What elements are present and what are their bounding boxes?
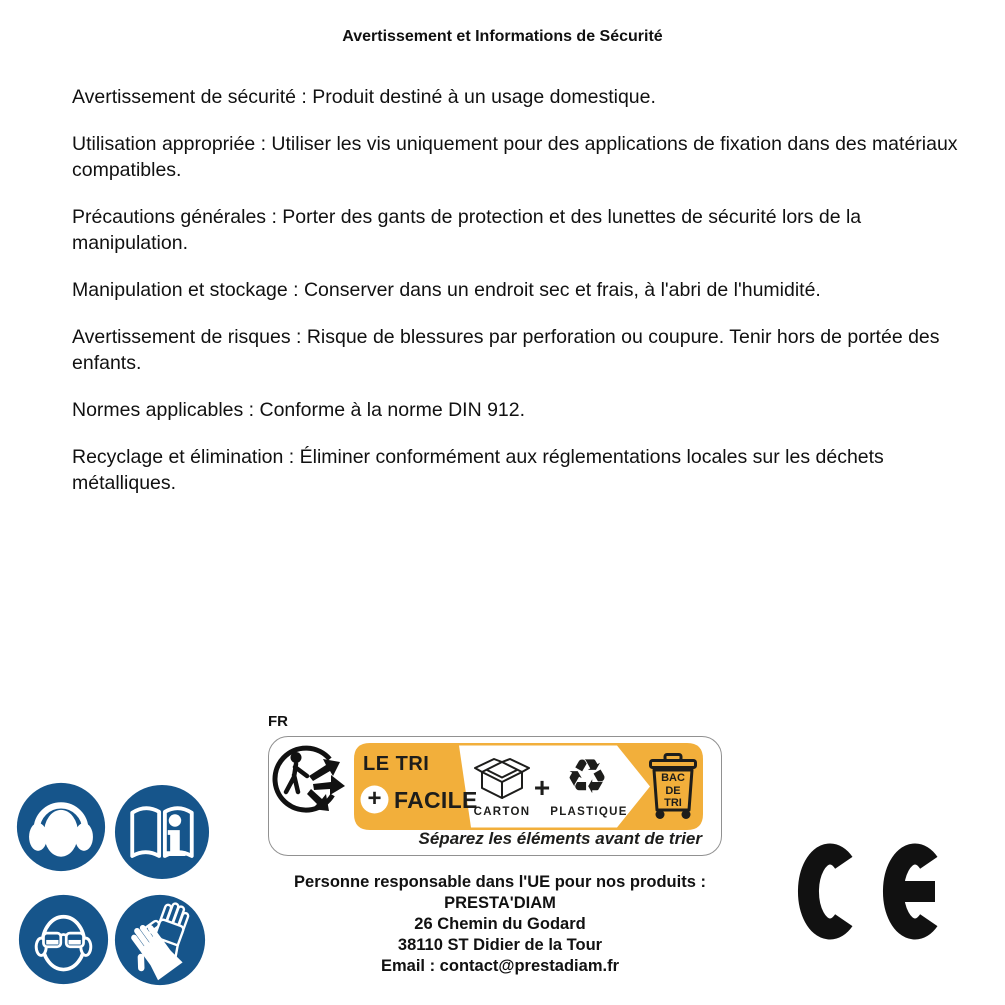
safety-paragraph: Utilisation appropriée : Utiliser les vis uniquement pour des applications de fixation dans des matériaux compatibles. <box>72 133 958 181</box>
safety-paragraph: Normes applicables : Conforme à la norme DIN 912. <box>72 399 526 421</box>
materials-plus-sign: + <box>533 772 551 803</box>
email-line: Email : contact@prestadiam.fr <box>381 957 619 975</box>
wear-ear-protection-icon <box>16 782 106 872</box>
responsible-heading: Personne responsable dans l'UE pour nos produits : <box>294 873 706 891</box>
facile-text: FACILE <box>394 787 478 813</box>
responsible-person-block <box>240 872 760 977</box>
fr-region-label: FR <box>268 713 288 730</box>
safety-text <box>72 84 980 517</box>
triman-icon <box>270 743 350 817</box>
safety-paragraph: Précautions générales : Porter des gants de protection et des lunettes de sécurité lors de la manipulation. <box>72 206 862 254</box>
read-instruction-manual-icon <box>114 784 210 880</box>
safety-paragraph: Avertissement de risques : Risque de blessures par perforation ou coupure. Tenir hors de portée des enfants. <box>72 326 940 374</box>
recycling-triangle-icon: ♻ <box>565 749 609 805</box>
company-name: PRESTA'DIAM <box>444 894 556 912</box>
safety-paragraph: Avertissement de sécurité : Produit destiné à un usage domestique. <box>72 86 656 108</box>
plastique-label: PLASTIQUE <box>550 806 628 818</box>
carton-label: CARTON <box>473 806 531 818</box>
le-tri-text: LE TRI <box>363 753 430 775</box>
ce-marking-icon <box>796 841 941 943</box>
wear-eye-protection-icon <box>18 894 109 985</box>
address-line: 38110 ST Didier de la Tour <box>397 936 603 954</box>
cardboard-box-icon <box>474 756 530 806</box>
bin-label <box>651 772 695 810</box>
safety-paragraph: Recyclage et élimination : Éliminer conformément aux réglementations locales sur les déchets métalliques. <box>72 446 884 494</box>
page-title: Avertissement et Informations de Sécurité <box>342 28 663 45</box>
wear-protective-gloves-icon <box>114 894 206 986</box>
bin-label-line: BAC <box>661 772 685 784</box>
plus-circle-icon: + <box>367 785 382 812</box>
bin-label-line: DE <box>665 784 681 797</box>
sorting-instruction: Séparez les éléments avant de trier <box>418 829 702 848</box>
bin-label-line: TRI <box>664 797 682 809</box>
address-line: 26 Chemin du Godard <box>414 915 586 933</box>
safety-paragraph: Manipulation et stockage : Conserver dans un endroit sec et frais, à l'abri de l'humidité. <box>72 279 821 301</box>
